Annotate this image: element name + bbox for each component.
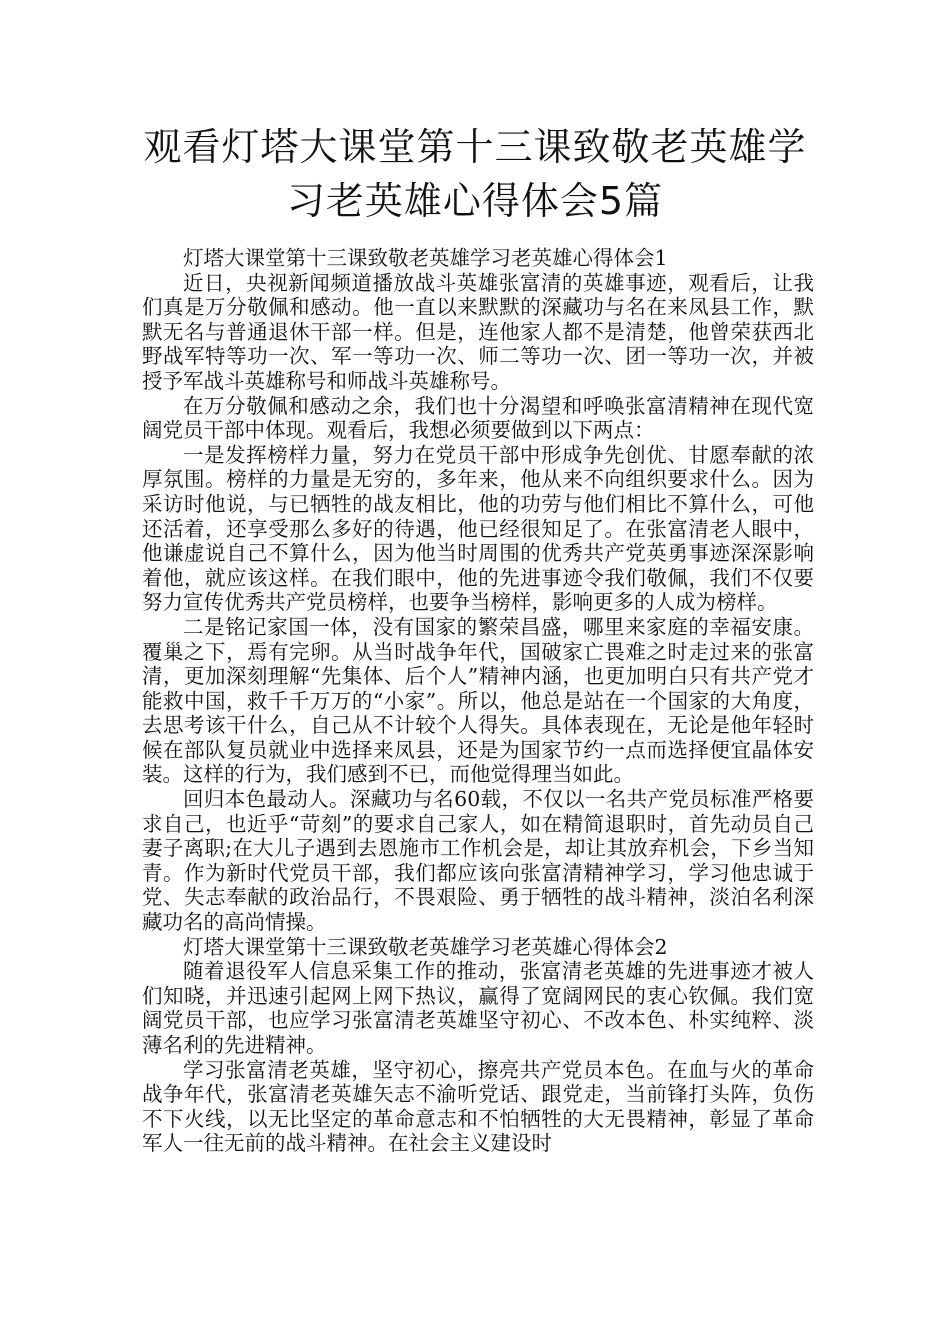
section-heading-2: 灯塔大课堂第十三课致敬老英雄学习老英雄心得体会2 <box>183 934 668 959</box>
document-title <box>120 120 830 228</box>
paragraph: 近日，央视新闻频道播放战斗英雄张富清的英雄事迹，观看后，让我们真是万分敬佩和感动。他一直以来默默的深藏功与名在来凤县工作，默默无名与普通退休干部一样。但是，连他家人都不是清楚，他曾荣获西北野战军特等功一次、军一等功一次、师二等功一次、团一等功一次，并被授予军战斗英雄称号和师战斗英雄称号。 <box>142 270 814 393</box>
paragraph: 一是发挥榜样力量，努力在党员干部中形成争先创优、甘愿奉献的浓厚氛围。榜样的力量是无穷的，多年来，他从来不向组织要求什么。因为采访时他说，与已牺牲的战友相比，他的功劳与他们相比不算什么，可他还活着，还享受那么多好的待遇，他已经很知足了。在张富清老人眼中，他谦虚说自己不算什么，因为他当时周围的优秀共产党英勇事迹深深影响着他，就应该这样。在我们眼中，他的先进事迹令我们敬佩，我们不仅要努力宣传优秀共产党员榜样，也要争当榜样，影响更多的人成为榜样。 <box>142 442 814 615</box>
paragraph: 二是铭记家国一体，没有国家的繁荣昌盛，哪里来家庭的幸福安康。覆巢之下，焉有完卵。从当时战争年代，国破家亡畏难之时走过来的张富清，更加深刻理解“先集体、后个人”精神内涵，也更加明白只有共产党才能救中国，救千千万万的“小家”。所以，他总是站在一个国家的大角度，去思考该干什么，自己从不计较个人得失。具体表现在，无论是他年轻时候在部队复员就业中选择来凤县，还是为国家节约一点而选择便宜晶体安装。这样的行为，我们感到不已，而他觉得理当如此。 <box>142 614 814 787</box>
document-body <box>142 246 814 1156</box>
paragraph: 回归本色最动人。深藏功与名60载，不仅以一名共产党员标准严格要求自己，也近乎“苛刻”的要求自己家人，如在精简退职时，首先动员自己妻子离职;在大儿子遇到去恩施市工作机会是，却让其放弃机会，下乡当知青。作为新时代党员干部，我们都应该向张富清精神学习，学习他忠诚于党、失志奉献的政治品行，不畏艰险、勇于牺牲的战斗精神，淡泊名利深藏功名的高尚情操。 <box>142 787 814 935</box>
paragraph: 随着退役军人信息采集工作的推动，张富清老英雄的先进事迹才被人们知晓，并迅速引起网上网下热议，赢得了宽阔网民的衷心钦佩。我们宽阔党员干部，也应学习张富清老英雄坚守初心、不改本色、朴实纯粹、淡薄名利的先进精神。 <box>142 959 814 1057</box>
paragraph: 学习张富清老英雄，坚守初心，擦亮共产党员本色。在血与火的革命战争年代，张富清老英雄矢志不渝听党话、跟党走，当前锋打头阵，负伤不下火线，以无比坚定的革命意志和不怕牺牲的大无畏精神，彰显了革命军人一往无前的战斗精神。在社会主义建设时 <box>142 1057 814 1156</box>
title-line-2: 习老英雄心得体会5篇 <box>286 179 664 223</box>
section-heading-1: 灯塔大课堂第十三课致敬老英雄学习老英雄心得体会1 <box>183 246 668 270</box>
title-line-1: 观看灯塔大课堂第十三课致敬老英雄学 <box>143 125 807 169</box>
paragraph: 在万分敬佩和感动之余，我们也十分渴望和呼唤张富清精神在现代宽阔党员干部中体现。观看后，我想必须要做到以下两点： <box>142 393 814 443</box>
